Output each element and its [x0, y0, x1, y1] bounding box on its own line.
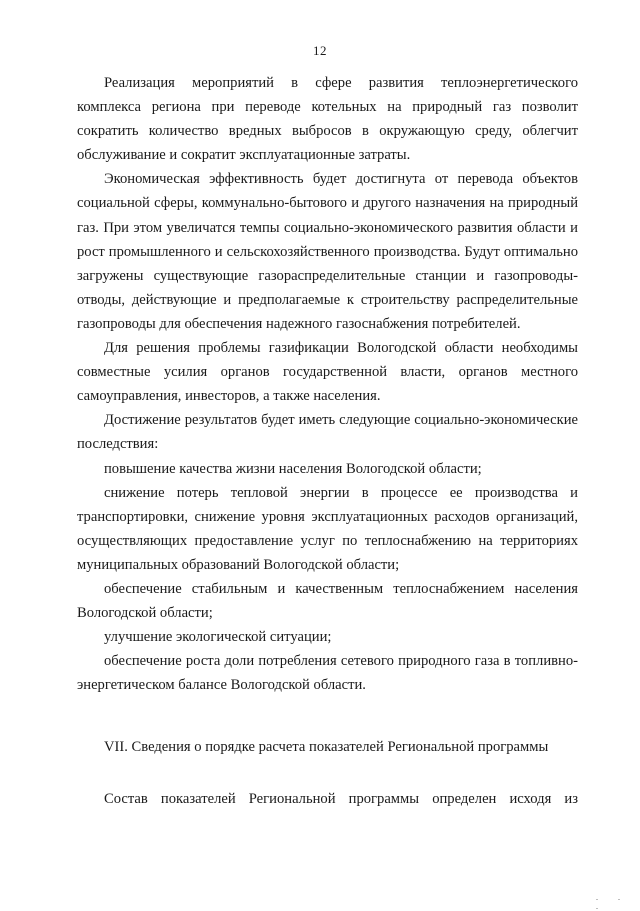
paragraph-joint-efforts: Для решения проблемы газификации Вологодской области необходимы совместные усилия органов государственной власти, органов местного самоуправления, инвесторов, а также населения. — [77, 340, 578, 405]
list-item: повышение качества жизни населения Вологодской области; — [104, 460, 482, 477]
paragraph-economic-efficiency: Экономическая эффективность будет достигнута от перевода объектов социальной сферы, коммунально-бытового и другого назначения на природный газ. При этом увеличатся темпы социально-экономического развития области и рост промышленного и сельскохозяйственного производства. Будут оптимально загружены существующие газораспределительные станции и газопроводы-отводы, действующие и предполагаемые к строительству распределительные газопроводы для обеспечения надежного газоснабжения потребителей. — [77, 171, 578, 332]
list-item: обеспечение стабильным и качественным теплоснабжением населения Вологодской области; — [77, 580, 578, 622]
paragraph-reduction-emissions: Реализация мероприятий в сфере развития теплоэнергетического комплекса региона при переводе котельных на природный газ позволит сократить количество вредных выбросов в окружающую среду, облегчит обслуживание и сократит эксплуатационные затраты. — [77, 75, 578, 164]
page-number: 12 — [313, 43, 327, 58]
list-item: снижение потерь тепловой энергии в процессе ее производства и транспортировки, снижение уровня эксплуатационных расходов организаций, осуществляющих предоставление услуг по теплоснабжению на территориях муниципальных образований Вологодской области; — [77, 484, 578, 573]
scan-marks: .. . — [596, 893, 640, 911]
section-heading: VII. Сведения о порядке расчета показателей Региональной программы — [104, 739, 549, 755]
section-first-line: Состав показателей Региональной программы определен исходя из — [104, 791, 578, 807]
document-body — [77, 71, 578, 697]
list-item: улучшение экологической ситуации; — [104, 629, 332, 646]
paragraph-consequences-intro: Достижение результатов будет иметь следующие социально-экономические последствия: — [77, 412, 578, 453]
list-item: обеспечение роста доли потребления сетевого природного газа в топливно-энергетическом балансе Вологодской области. — [77, 653, 578, 694]
